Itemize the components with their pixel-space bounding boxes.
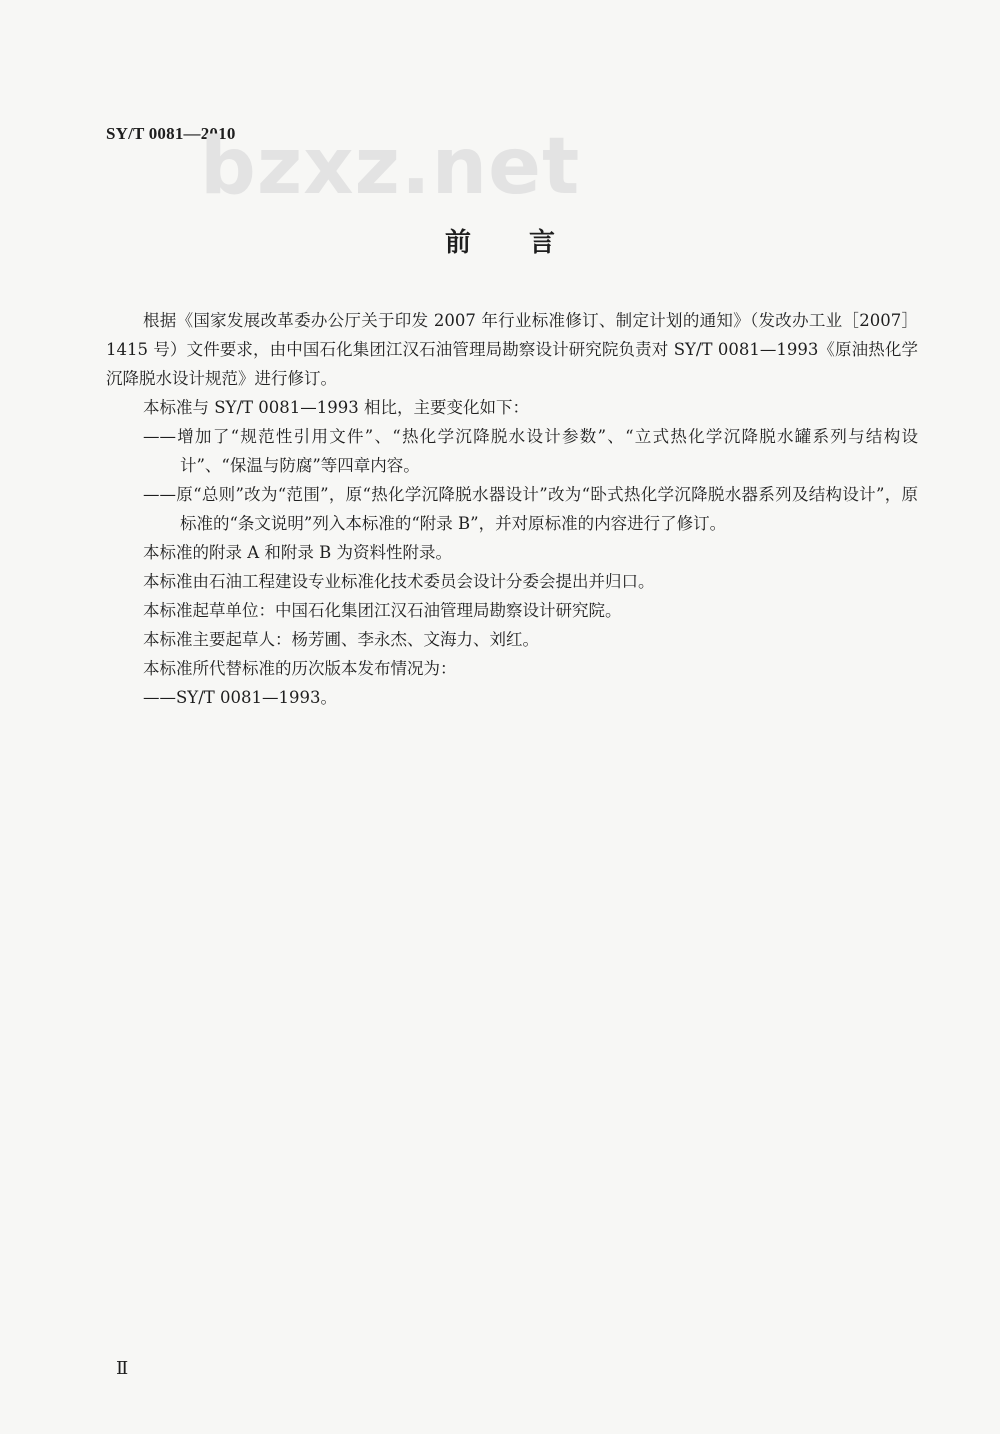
paragraph-drafters: 本标准主要起草人：杨芳圃、李永杰、文海力、刘红。 [143, 630, 539, 649]
paragraph-history-item: ——SY/T 0081—1993。 [143, 688, 337, 707]
paragraph-changes-intro: 本标准与 SY/T 0081—1993 相比，主要变化如下： [143, 398, 529, 417]
standard-code: SY/T 0081—2010 [106, 124, 236, 143]
paragraph-history-intro: 本标准所代替标准的历次版本发布情况为： [143, 659, 457, 678]
watermark-text: bzxz.net [200, 122, 581, 212]
list-item-added-chapters: ——增加了“规范性引用文件”、“热化学沉降脱水设计参数”、“立式热化学沉降脱水罐系列与结构设计”、“保温与防腐”等四章内容。 [143, 427, 918, 475]
paragraph-proposer: 本标准由石油工程建设专业标准化技术委员会设计分委会提出并归口。 [143, 572, 655, 591]
paragraph-appendices: 本标准的附录 A 和附录 B 为资料性附录。 [143, 543, 453, 562]
document-body [106, 306, 918, 712]
paragraph-basis: 根据《国家发展改革委办公厅关于印发 2007 年行业标准修订、制定计划的通知》（发改办工业［2007］1415 号）文件要求，由中国石化集团江汉石油管理局勘察设计研究院负责对 SY/T 0081—1993《原油热化学沉降脱水设计规范》进行修订。 [106, 311, 918, 388]
list-item-renamed-chapters: ——原“总则”改为“范围”，原“热化学沉降脱水器设计”改为“卧式热化学沉降脱水器系列及结构设计”，原标准的“条文说明”列入本标准的“附录 B”，并对原标准的内容进行了修订。 [143, 485, 918, 533]
page-number: Ⅱ [116, 1358, 129, 1378]
page-title: 前言 [444, 228, 613, 258]
paragraph-drafting-unit: 本标准起草单位：中国石化集团江汉石油管理局勘察设计研究院。 [143, 601, 622, 620]
